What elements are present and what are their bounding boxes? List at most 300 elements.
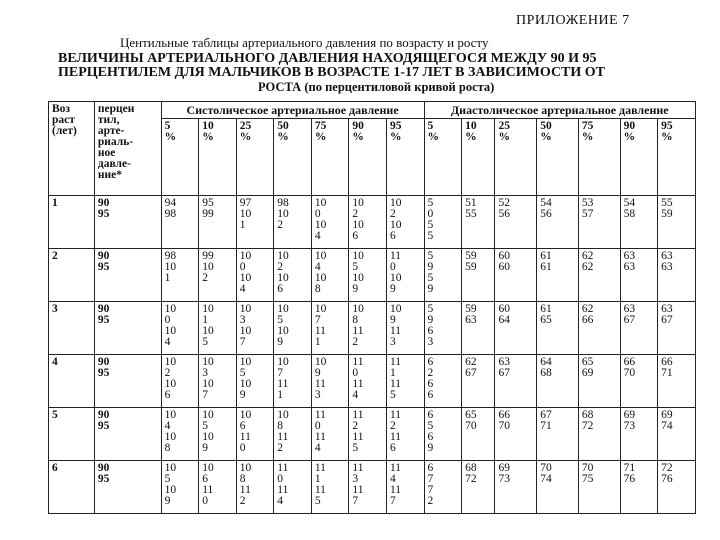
cell-line: 74 bbox=[540, 473, 552, 485]
cell-line: 52 bbox=[498, 197, 510, 209]
cell-line: 70 bbox=[465, 420, 477, 432]
cell-line: 9 bbox=[202, 442, 208, 454]
cell-line: 60 bbox=[498, 261, 510, 273]
cell-line: % bbox=[623, 131, 636, 143]
cell-line: 6 bbox=[389, 442, 396, 454]
cell-line: 62 bbox=[465, 356, 477, 368]
cell-line: 10 bbox=[164, 303, 177, 315]
cell-line: 10 bbox=[239, 250, 252, 262]
systolic-value-cell bbox=[274, 196, 312, 249]
cell-line: 5 bbox=[427, 250, 434, 262]
cell-line: 70 bbox=[540, 462, 552, 474]
cell-line: 54 bbox=[540, 197, 552, 209]
cell-line: 50 bbox=[277, 120, 289, 132]
systolic-value-cell bbox=[199, 196, 237, 249]
cell-line: 94 bbox=[164, 197, 177, 209]
systolic-value-cell bbox=[311, 302, 349, 355]
cell-line: 5 bbox=[427, 303, 434, 315]
cell-line: % bbox=[239, 131, 252, 143]
cell-line: 95 bbox=[97, 367, 110, 379]
cell-line: 10 bbox=[389, 197, 402, 209]
diastolic-value-cell bbox=[658, 196, 696, 249]
cell-line: 67 bbox=[540, 409, 552, 421]
cell-line: 10 bbox=[277, 272, 289, 284]
cell-line: 2 bbox=[389, 420, 396, 432]
cell-line: 0 bbox=[314, 208, 321, 220]
diastolic-value-cell bbox=[537, 196, 579, 249]
cell-line: 75 bbox=[314, 120, 327, 132]
header-systolic: Систолическое артериальное давление bbox=[161, 102, 424, 119]
cell-line: 2 bbox=[202, 272, 208, 284]
header-age bbox=[49, 102, 95, 196]
cell-line: 5 bbox=[427, 230, 434, 242]
cell-line: 11 bbox=[277, 431, 289, 443]
cell-line: 62 bbox=[581, 261, 594, 273]
cell-line: 99 bbox=[202, 250, 214, 262]
cell-line: 8 bbox=[352, 314, 359, 326]
cell-line: % bbox=[389, 131, 402, 143]
cell-line: 11 bbox=[277, 378, 289, 390]
title-line-1: ВЕЛИЧИНЫ АРТЕРИАЛЬНОГО ДАВЛЕНИЯ НАХОДЯЩЕГОСЯ МЕЖДУ 90 И 95 bbox=[58, 51, 597, 66]
diastolic-value-cell bbox=[495, 249, 537, 302]
cell-line: 10 bbox=[164, 462, 177, 474]
systolic-value-cell bbox=[199, 302, 237, 355]
cell-line: 2 bbox=[277, 261, 284, 273]
cell-line: 4 bbox=[314, 230, 321, 242]
systolic-value-cell bbox=[236, 355, 274, 408]
cell-line: 9 bbox=[427, 283, 434, 295]
cell-line: 11 bbox=[277, 484, 289, 496]
cell-line: % bbox=[661, 131, 673, 143]
diastolic-value-cell bbox=[620, 355, 658, 408]
systolic-value-cell bbox=[386, 408, 424, 461]
diastolic-value-cell bbox=[620, 249, 658, 302]
table-row bbox=[49, 196, 696, 249]
cell-line: 10 bbox=[239, 378, 252, 390]
bp-percentile-cell bbox=[94, 461, 161, 514]
cell-line: 10 bbox=[239, 208, 252, 220]
cell-line: 10 bbox=[277, 356, 289, 368]
cell-line: 62 bbox=[581, 303, 594, 315]
cell-line: 63 bbox=[661, 261, 673, 273]
systolic-value-cell bbox=[161, 249, 199, 302]
diastolic-value-cell bbox=[424, 196, 462, 249]
cell-line: 59 bbox=[465, 303, 477, 315]
diastolic-value-cell bbox=[462, 196, 495, 249]
diastolic-value-cell bbox=[462, 461, 495, 514]
cell-line: 10 bbox=[202, 409, 214, 421]
systolic-value-cell bbox=[236, 302, 274, 355]
cell-line: 10 bbox=[352, 272, 364, 284]
cell-line: 63 bbox=[623, 250, 636, 262]
diastolic-value-cell bbox=[462, 302, 495, 355]
cell-line: 8 bbox=[314, 283, 321, 295]
cell-line: 11 bbox=[389, 484, 402, 496]
appendix-label: ПРИЛОЖЕНИЕ 7 bbox=[516, 13, 630, 28]
cell-line: 5 bbox=[202, 420, 208, 432]
header-height-percentile bbox=[161, 119, 199, 196]
header-height-percentile bbox=[620, 119, 658, 196]
cell-line: 72 bbox=[661, 462, 673, 474]
cell-line: 67 bbox=[623, 314, 636, 326]
cell-line: 9 bbox=[164, 495, 171, 507]
cell-line: 5 bbox=[277, 314, 284, 326]
systolic-value-cell bbox=[199, 408, 237, 461]
cell-line: 98 bbox=[164, 208, 177, 220]
cell-line: 95 bbox=[389, 120, 402, 132]
cell-line: 6 bbox=[389, 230, 396, 242]
systolic-value-cell bbox=[311, 355, 349, 408]
cell-line: 3 bbox=[202, 367, 208, 379]
cell-line: 95 bbox=[97, 473, 110, 485]
systolic-value-cell bbox=[274, 355, 312, 408]
cell-line: 8 bbox=[277, 420, 284, 432]
cell-line: 2 bbox=[352, 420, 359, 432]
cell-line: 5 bbox=[164, 473, 171, 485]
cell-line: 10 bbox=[202, 303, 214, 315]
header-height-percentile bbox=[462, 119, 495, 196]
bp-percentile-cell bbox=[94, 408, 161, 461]
cell-line: 63 bbox=[623, 261, 636, 273]
cell-line: 11 bbox=[352, 325, 364, 337]
systolic-value-cell bbox=[349, 355, 387, 408]
diastolic-value-cell bbox=[495, 355, 537, 408]
cell-line: 10 bbox=[277, 250, 289, 262]
systolic-value-cell bbox=[311, 249, 349, 302]
cell-line: 10 bbox=[202, 462, 214, 474]
cell-line: 5 bbox=[427, 120, 434, 132]
cell-line: 60 bbox=[498, 303, 510, 315]
cell-line: 0 bbox=[314, 420, 321, 432]
cell-line: 5 bbox=[314, 495, 321, 507]
cell-line: 10 bbox=[239, 409, 252, 421]
cell-line: 97 bbox=[239, 197, 252, 209]
cell-line: 76 bbox=[661, 473, 673, 485]
cell-line: 90 bbox=[97, 409, 110, 421]
cell-line: 7 bbox=[314, 314, 321, 326]
cell-line: 9 bbox=[389, 283, 396, 295]
diastolic-value-cell bbox=[537, 461, 579, 514]
cell-line: 0 bbox=[164, 314, 171, 326]
cell-line: 9 bbox=[427, 261, 434, 273]
cell-line: 6 bbox=[352, 230, 359, 242]
cell-line: % bbox=[581, 131, 594, 143]
diastolic-value-cell bbox=[537, 249, 579, 302]
cell-line: 11 bbox=[239, 431, 251, 443]
age-cell: 2 bbox=[49, 249, 95, 302]
cell-line: 4 bbox=[277, 495, 284, 507]
header-height-percentile bbox=[349, 119, 387, 196]
cell-line: 0 bbox=[389, 261, 396, 273]
cell-line: 90 bbox=[97, 197, 110, 209]
cell-line: 6 bbox=[427, 409, 434, 421]
systolic-value-cell bbox=[161, 196, 199, 249]
cell-line: 10 bbox=[164, 325, 177, 337]
cell-line: 11 bbox=[352, 462, 364, 474]
header-height-percentile bbox=[578, 119, 620, 196]
cell-line: 6 bbox=[427, 389, 434, 401]
diastolic-value-cell bbox=[658, 461, 696, 514]
cell-line: раст bbox=[52, 114, 75, 126]
cell-line: 65 bbox=[581, 356, 594, 368]
cell-line: 98 bbox=[164, 250, 177, 262]
header-height-percentile bbox=[537, 119, 579, 196]
cell-line: 7 bbox=[427, 484, 434, 496]
cell-line: 90 bbox=[352, 120, 364, 132]
cell-line: 73 bbox=[623, 420, 636, 432]
cell-line: 61 bbox=[540, 250, 552, 262]
cell-line: 2 bbox=[277, 442, 284, 454]
title-line-2: ПЕРЦЕНТИЛЕМ ДЛЯ МАЛЬЧИКОВ В ВОЗРАСТЕ 1-17 ЛЕТ В ЗАВИСИМОСТИ ОТ bbox=[58, 65, 606, 80]
cell-line: 69 bbox=[623, 409, 636, 421]
cell-line: 90 bbox=[97, 462, 110, 474]
cell-line: 11 bbox=[389, 462, 402, 474]
cell-line: 62 bbox=[581, 250, 594, 262]
cell-line: 4 bbox=[389, 473, 396, 485]
cell-line: 9 bbox=[277, 336, 284, 348]
cell-line: 69 bbox=[661, 409, 673, 421]
cell-line: 70 bbox=[623, 367, 636, 379]
cell-line: 11 bbox=[352, 431, 364, 443]
cell-line: 1 bbox=[314, 336, 321, 348]
cell-line: 53 bbox=[581, 197, 594, 209]
header-height-percentile bbox=[495, 119, 537, 196]
cell-line: 59 bbox=[661, 208, 673, 220]
cell-line: давле- bbox=[97, 158, 131, 170]
cell-line: 75 bbox=[581, 120, 594, 132]
cell-line: 10 bbox=[389, 272, 402, 284]
diastolic-value-cell bbox=[495, 196, 537, 249]
cell-line: 75 bbox=[581, 473, 594, 485]
cell-line: 57 bbox=[581, 208, 594, 220]
cell-line: 11 bbox=[314, 325, 326, 337]
cell-line: 0 bbox=[239, 442, 246, 454]
systolic-value-cell bbox=[199, 461, 237, 514]
header-height-percentile bbox=[658, 119, 696, 196]
cell-line: 10 bbox=[164, 409, 177, 421]
cell-line: 95 bbox=[202, 197, 214, 209]
diastolic-value-cell bbox=[424, 249, 462, 302]
diastolic-value-cell bbox=[658, 408, 696, 461]
cell-line: 59 bbox=[465, 250, 477, 262]
systolic-value-cell bbox=[349, 302, 387, 355]
cell-line: 90 bbox=[97, 250, 110, 262]
table-row bbox=[49, 408, 696, 461]
cell-line: 6 bbox=[427, 431, 434, 443]
cell-line: 10 bbox=[164, 431, 177, 443]
cell-line: 5 bbox=[427, 272, 434, 284]
cell-line: 7 bbox=[427, 473, 434, 485]
cell-line: 6 bbox=[239, 420, 246, 432]
systolic-value-cell bbox=[311, 196, 349, 249]
table-row bbox=[49, 302, 696, 355]
cell-line: 4 bbox=[314, 261, 321, 273]
cell-line: 10 bbox=[277, 325, 289, 337]
cell-line: 11 bbox=[202, 484, 214, 496]
cell-line: 4 bbox=[164, 336, 171, 348]
diastolic-value-cell bbox=[578, 408, 620, 461]
cell-line: 68 bbox=[581, 409, 594, 421]
systolic-value-cell bbox=[274, 249, 312, 302]
title-line-3: РОСТА (по перцентиловой кривой роста) bbox=[258, 80, 495, 94]
cell-line: % bbox=[314, 131, 327, 143]
systolic-value-cell bbox=[161, 408, 199, 461]
cell-line: 2 bbox=[352, 336, 359, 348]
cell-line: 0 bbox=[427, 208, 434, 220]
cell-line: 11 bbox=[389, 250, 402, 262]
cell-line: 7 bbox=[389, 495, 396, 507]
cell-line: 10 bbox=[314, 272, 327, 284]
diastolic-value-cell bbox=[495, 302, 537, 355]
systolic-value-cell bbox=[386, 302, 424, 355]
cell-line: 2 bbox=[352, 208, 359, 220]
cell-line: перцен bbox=[97, 103, 135, 115]
diastolic-value-cell bbox=[578, 196, 620, 249]
cell-line: 5 bbox=[164, 120, 171, 132]
cell-line: % bbox=[352, 131, 364, 143]
header-height-percentile bbox=[274, 119, 312, 196]
cell-line: 10 bbox=[352, 250, 364, 262]
systolic-value-cell bbox=[236, 249, 274, 302]
systolic-value-cell bbox=[386, 355, 424, 408]
cell-line: 67 bbox=[661, 314, 673, 326]
cell-line: 0 bbox=[239, 261, 246, 273]
table-row bbox=[49, 249, 696, 302]
cell-line: 11 bbox=[239, 484, 251, 496]
systolic-value-cell bbox=[236, 196, 274, 249]
cell-line: 10 bbox=[239, 303, 252, 315]
cell-line: 1 bbox=[239, 219, 246, 231]
systolic-value-cell bbox=[236, 461, 274, 514]
diastolic-value-cell bbox=[620, 196, 658, 249]
cell-line: 10 bbox=[202, 120, 214, 132]
header-height-percentile bbox=[386, 119, 424, 196]
cell-line: 60 bbox=[498, 250, 510, 262]
cell-line: 64 bbox=[540, 356, 552, 368]
cell-line: 10 bbox=[239, 356, 252, 368]
cell-line: 71 bbox=[661, 367, 673, 379]
cell-line: 1 bbox=[314, 473, 321, 485]
cell-line: 10 bbox=[239, 325, 252, 337]
systolic-value-cell bbox=[311, 408, 349, 461]
cell-line: 25 bbox=[239, 120, 252, 132]
blood-pressure-table bbox=[48, 101, 696, 514]
age-cell: 1 bbox=[49, 196, 95, 249]
diastolic-value-cell bbox=[424, 408, 462, 461]
cell-line: 58 bbox=[623, 208, 636, 220]
cell-line: % bbox=[277, 131, 289, 143]
cell-line: % bbox=[465, 131, 477, 143]
cell-line: Воз bbox=[52, 103, 71, 115]
cell-line: 9 bbox=[427, 314, 434, 326]
cell-line: 66 bbox=[581, 314, 594, 326]
cell-line: 2 bbox=[239, 495, 246, 507]
cell-line: 2 bbox=[389, 208, 396, 220]
cell-line: 3 bbox=[389, 336, 396, 348]
cell-line: 66 bbox=[498, 409, 510, 421]
cell-line: 67 bbox=[465, 367, 477, 379]
cell-line: 9 bbox=[314, 367, 321, 379]
cell-line: 6 bbox=[427, 462, 434, 474]
cell-line: 50 bbox=[540, 120, 552, 132]
cell-line: 9 bbox=[239, 389, 246, 401]
cell-line: 63 bbox=[498, 356, 510, 368]
cell-line: 4 bbox=[314, 442, 321, 454]
cell-line: 69 bbox=[498, 462, 510, 474]
bp-percentile-cell bbox=[94, 355, 161, 408]
cell-line: 2 bbox=[277, 219, 284, 231]
cell-line: 2 bbox=[164, 367, 171, 379]
cell-line: 65 bbox=[540, 314, 552, 326]
cell-line: 1 bbox=[277, 389, 284, 401]
cell-line: 9 bbox=[427, 442, 434, 454]
cell-line: 10 bbox=[164, 356, 177, 368]
cell-line: 10 bbox=[164, 261, 177, 273]
systolic-value-cell bbox=[236, 408, 274, 461]
cell-line: 95 bbox=[97, 261, 110, 273]
systolic-value-cell bbox=[349, 461, 387, 514]
cell-line: 74 bbox=[661, 420, 673, 432]
cell-line: 10 bbox=[314, 197, 327, 209]
cell-line: 11 bbox=[314, 484, 326, 496]
systolic-value-cell bbox=[161, 302, 199, 355]
cell-line: 8 bbox=[164, 442, 171, 454]
cell-line: 4 bbox=[164, 420, 171, 432]
cell-line: 5 bbox=[427, 197, 434, 209]
diastolic-value-cell bbox=[462, 408, 495, 461]
systolic-value-cell bbox=[386, 249, 424, 302]
cell-line: риаль- bbox=[97, 136, 134, 148]
cell-line: 66 bbox=[661, 356, 673, 368]
cell-line: 63 bbox=[661, 250, 673, 262]
cell-line: 71 bbox=[623, 462, 636, 474]
bp-percentile-cell bbox=[94, 302, 161, 355]
cell-line: 11 bbox=[389, 378, 402, 390]
table-row bbox=[49, 355, 696, 408]
cell-line: 7 bbox=[277, 367, 284, 379]
diastolic-value-cell bbox=[424, 461, 462, 514]
cell-line: 61 bbox=[540, 261, 552, 273]
cell-line: 3 bbox=[314, 389, 321, 401]
cell-line: 7 bbox=[202, 389, 208, 401]
cell-line: 10 bbox=[277, 208, 289, 220]
cell-line: 5 bbox=[352, 442, 359, 454]
cell-line: 72 bbox=[581, 420, 594, 432]
diastolic-value-cell bbox=[537, 302, 579, 355]
bp-percentile-cell bbox=[94, 196, 161, 249]
cell-line: 11 bbox=[352, 356, 364, 368]
cell-line: 72 bbox=[465, 473, 477, 485]
cell-line: 6 bbox=[164, 389, 171, 401]
diastolic-value-cell bbox=[620, 408, 658, 461]
cell-line: 5 bbox=[202, 336, 208, 348]
cell-line: 11 bbox=[314, 409, 326, 421]
cell-line: 0 bbox=[277, 473, 284, 485]
cell-line: тил, bbox=[97, 114, 120, 126]
cell-line: 1 bbox=[202, 314, 208, 326]
cell-line: (лет) bbox=[52, 125, 77, 137]
cell-line: 11 bbox=[352, 378, 364, 390]
cell-line: 6 bbox=[427, 325, 434, 337]
cell-line: % bbox=[498, 131, 510, 143]
cell-line: 4 bbox=[352, 389, 359, 401]
diastolic-value-cell bbox=[658, 249, 696, 302]
diastolic-value-cell bbox=[537, 355, 579, 408]
cell-line: 10 bbox=[389, 303, 402, 315]
diastolic-value-cell bbox=[578, 302, 620, 355]
cell-line: 11 bbox=[314, 462, 326, 474]
header-percentile bbox=[94, 102, 161, 196]
